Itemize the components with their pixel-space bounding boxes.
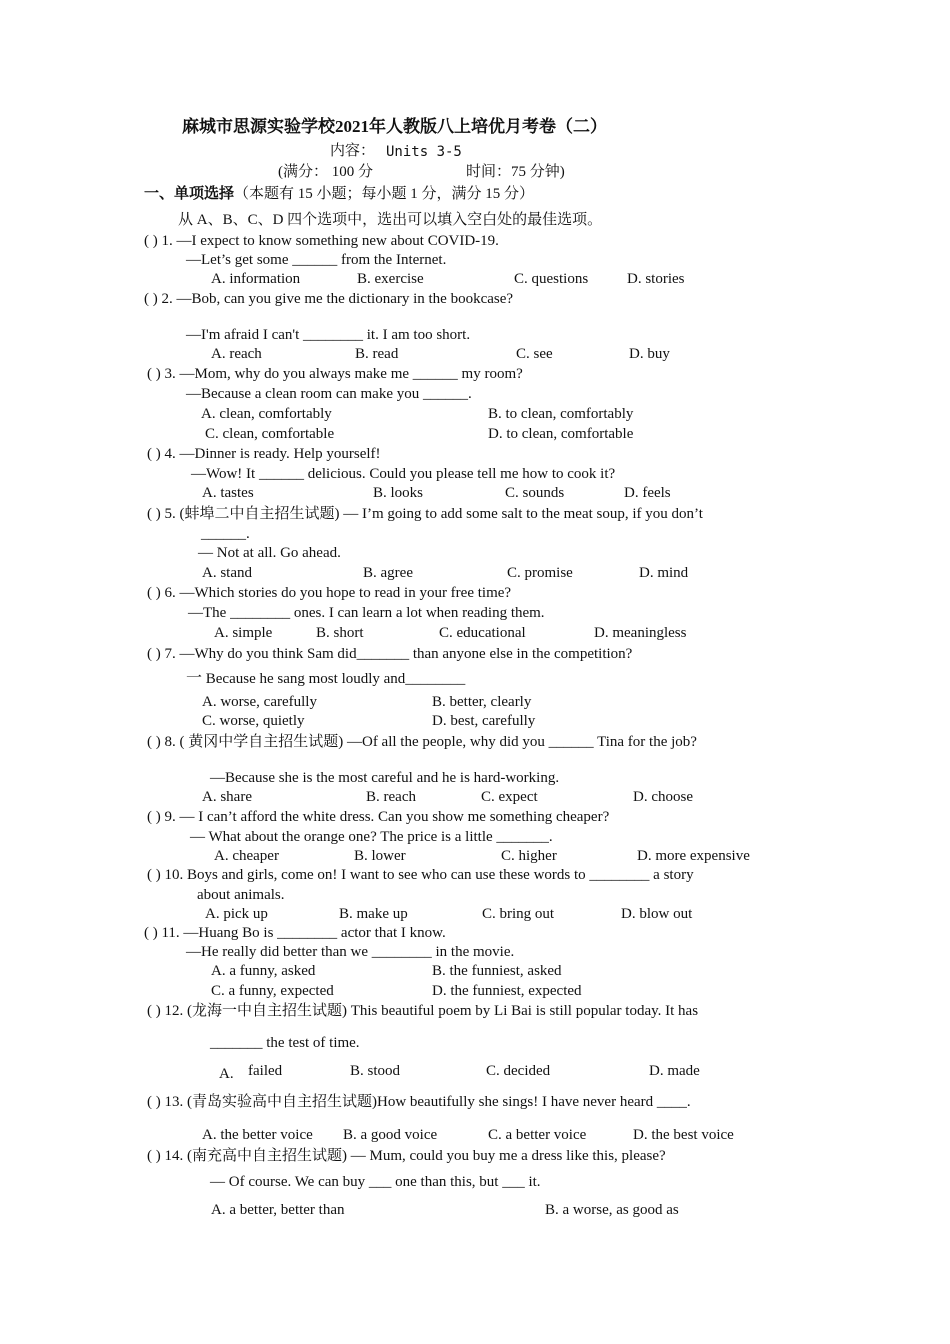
question-stem: ( ) 4. —Dinner is ready. Help yourself! bbox=[147, 446, 381, 462]
option-c: C. sounds bbox=[505, 485, 565, 501]
option-b: B. a worse, as good as bbox=[545, 1202, 679, 1218]
option-c: C. higher bbox=[501, 848, 557, 864]
option-a: A. share bbox=[202, 789, 252, 805]
option-d: D. buy bbox=[629, 346, 670, 362]
question-stem: ( ) 5. (蚌埠二中自主招生试题) — I’m going to add some salt to the meat soup, if you don’t bbox=[147, 506, 703, 522]
section-instruction: 从 A、B、C、D 四个选项中，选出可以填入空白处的最佳选项。 bbox=[178, 212, 603, 228]
question-stem: ( ) 14. (南充高中自主招生试题) — Mum, could you buy me a dress like this, please? bbox=[147, 1148, 666, 1164]
option-c: C. expect bbox=[481, 789, 538, 805]
question-line: —The ________ ones. I can learn a lot when reading them. bbox=[188, 605, 545, 621]
question-line-wrap bbox=[186, 670, 465, 688]
option-a: A. stand bbox=[202, 565, 252, 581]
option-b: B. better, clearly bbox=[432, 694, 532, 710]
option-c: C. worse, quietly bbox=[202, 713, 305, 729]
option-b: B. reach bbox=[366, 789, 416, 805]
question-line: ______. bbox=[201, 526, 250, 542]
question-stem: ( ) 13. (青岛实验高中自主招生试题)How beautifully she sings! I have never heard ____. bbox=[147, 1094, 691, 1110]
option-d: D. stories bbox=[627, 271, 685, 287]
option-a: A. pick up bbox=[205, 906, 268, 922]
option-d: D. mind bbox=[639, 565, 689, 581]
option-c: C. educational bbox=[439, 625, 526, 641]
option-b: B. read bbox=[355, 346, 399, 362]
option-c: C. decided bbox=[486, 1063, 551, 1079]
option-c: C. questions bbox=[514, 271, 589, 287]
option-d: D. blow out bbox=[621, 906, 693, 922]
option-b: B. lower bbox=[354, 848, 406, 864]
option-d: D. choose bbox=[633, 789, 693, 805]
option-c: C. a funny, expected bbox=[211, 983, 334, 999]
section-heading-line bbox=[144, 185, 534, 203]
option-b: B. agree bbox=[363, 565, 413, 581]
dash-mark: 一 bbox=[186, 670, 203, 687]
option-a-letter: A. bbox=[219, 1066, 234, 1082]
question-line: —Let’s get some ______ from the Internet. bbox=[186, 252, 447, 268]
content-label: 内容： bbox=[330, 143, 376, 159]
option-a: A. the better voice bbox=[202, 1127, 313, 1143]
question-line: about animals. bbox=[197, 887, 285, 903]
option-d: D. to clean, comfortable bbox=[488, 426, 634, 442]
question-stem: ( ) 11. —Huang Bo is ________ actor that I know. bbox=[144, 925, 446, 941]
option-d: D. the best voice bbox=[633, 1127, 734, 1143]
option-a: A. simple bbox=[214, 625, 273, 641]
question-stem: ( ) 2. —Bob, can you give me the dictionary in the bookcase? bbox=[144, 291, 514, 307]
option-b: B. a good voice bbox=[343, 1127, 438, 1143]
page-title: 麻城市思源实验学校2021年人教版八上培优月考卷（二） bbox=[182, 117, 607, 136]
question-stem: ( ) 12. (龙海一中自主招生试题) This beautiful poem by Li Bai is still popular today. It has bbox=[147, 1003, 699, 1019]
option-a: failed bbox=[248, 1063, 283, 1079]
question-stem: ( ) 9. — I can’t afford the white dress. Can you show me something cheaper? bbox=[147, 809, 610, 825]
option-b: B. exercise bbox=[357, 271, 424, 287]
option-a: A. a better, better than bbox=[211, 1202, 345, 1218]
option-a: A. a funny, asked bbox=[211, 963, 316, 979]
question-stem: ( ) 7. —Why do you think Sam did_______ than anyone else in the competition? bbox=[147, 646, 633, 662]
question-stem: ( ) 1. —I expect to know something new about COVID-19. bbox=[144, 233, 499, 249]
content-value: Units 3-5 bbox=[386, 144, 462, 160]
question-line: —Because she is the most careful and he is hard-working. bbox=[210, 770, 560, 786]
question-line: Because he sang most loudly and________ bbox=[205, 671, 466, 687]
question-line: — What about the orange one? The price is a little _______. bbox=[190, 829, 553, 845]
option-d: D. best, carefully bbox=[432, 713, 536, 729]
question-stem: ( ) 8. ( 黄冈中学自主招生试题) —Of all the people, why did you ______ Tina for the job? bbox=[147, 734, 697, 750]
option-d: D. the funniest, expected bbox=[432, 983, 582, 999]
option-c: C. promise bbox=[507, 565, 573, 581]
option-a: A. tastes bbox=[202, 485, 254, 501]
option-b: B. make up bbox=[339, 906, 408, 922]
time-info: 时间：75 分钟) bbox=[466, 164, 565, 180]
question-line: —He really did better than we ________ in the movie. bbox=[186, 944, 515, 960]
question-stem: ( ) 3. —Mom, why do you always make me ______ my room? bbox=[147, 366, 523, 382]
question-line: — Of course. We can buy ___ one than this, but ___ it. bbox=[210, 1174, 541, 1190]
option-d: D. meaningless bbox=[594, 625, 687, 641]
option-d: D. feels bbox=[624, 485, 671, 501]
question-line: —I'm afraid I can't ________ it. I am too short. bbox=[186, 327, 471, 343]
score-info: (满分： 100 分 bbox=[278, 164, 373, 180]
option-c: C. a better voice bbox=[488, 1127, 587, 1143]
option-a: A. reach bbox=[211, 346, 262, 362]
option-a: A. worse, carefully bbox=[202, 694, 317, 710]
question-line: _______ the test of time. bbox=[210, 1035, 360, 1051]
section-heading: 一、单项选择 bbox=[144, 186, 235, 202]
option-b: B. the funniest, asked bbox=[432, 963, 562, 979]
question-line: —Wow! It ______ delicious. Could you please tell me how to cook it? bbox=[191, 466, 616, 482]
section-note: （本题有 15 小题；每小题 1 分，满分 15 分） bbox=[234, 186, 535, 202]
option-c: C. bring out bbox=[482, 906, 555, 922]
option-a: A. cheaper bbox=[214, 848, 279, 864]
question-stem: ( ) 6. —Which stories do you hope to read in your free time? bbox=[147, 585, 512, 601]
option-c: C. see bbox=[516, 346, 553, 362]
option-b: B. looks bbox=[373, 485, 424, 501]
option-d: D. made bbox=[649, 1063, 700, 1079]
option-b: B. to clean, comfortably bbox=[488, 406, 634, 422]
option-a: A. clean, comfortably bbox=[201, 406, 332, 422]
option-b: B. short bbox=[316, 625, 364, 641]
option-a: A. information bbox=[211, 271, 301, 287]
question-line: —Because a clean room can make you ______. bbox=[186, 386, 472, 402]
option-d: D. more expensive bbox=[637, 848, 750, 864]
question-line: — Not at all. Go ahead. bbox=[198, 545, 341, 561]
question-stem: ( ) 10. Boys and girls, come on! I want to see who can use these words to ________ a story bbox=[147, 867, 694, 883]
option-c: C. clean, comfortable bbox=[205, 426, 335, 442]
option-b: B. stood bbox=[350, 1063, 401, 1079]
